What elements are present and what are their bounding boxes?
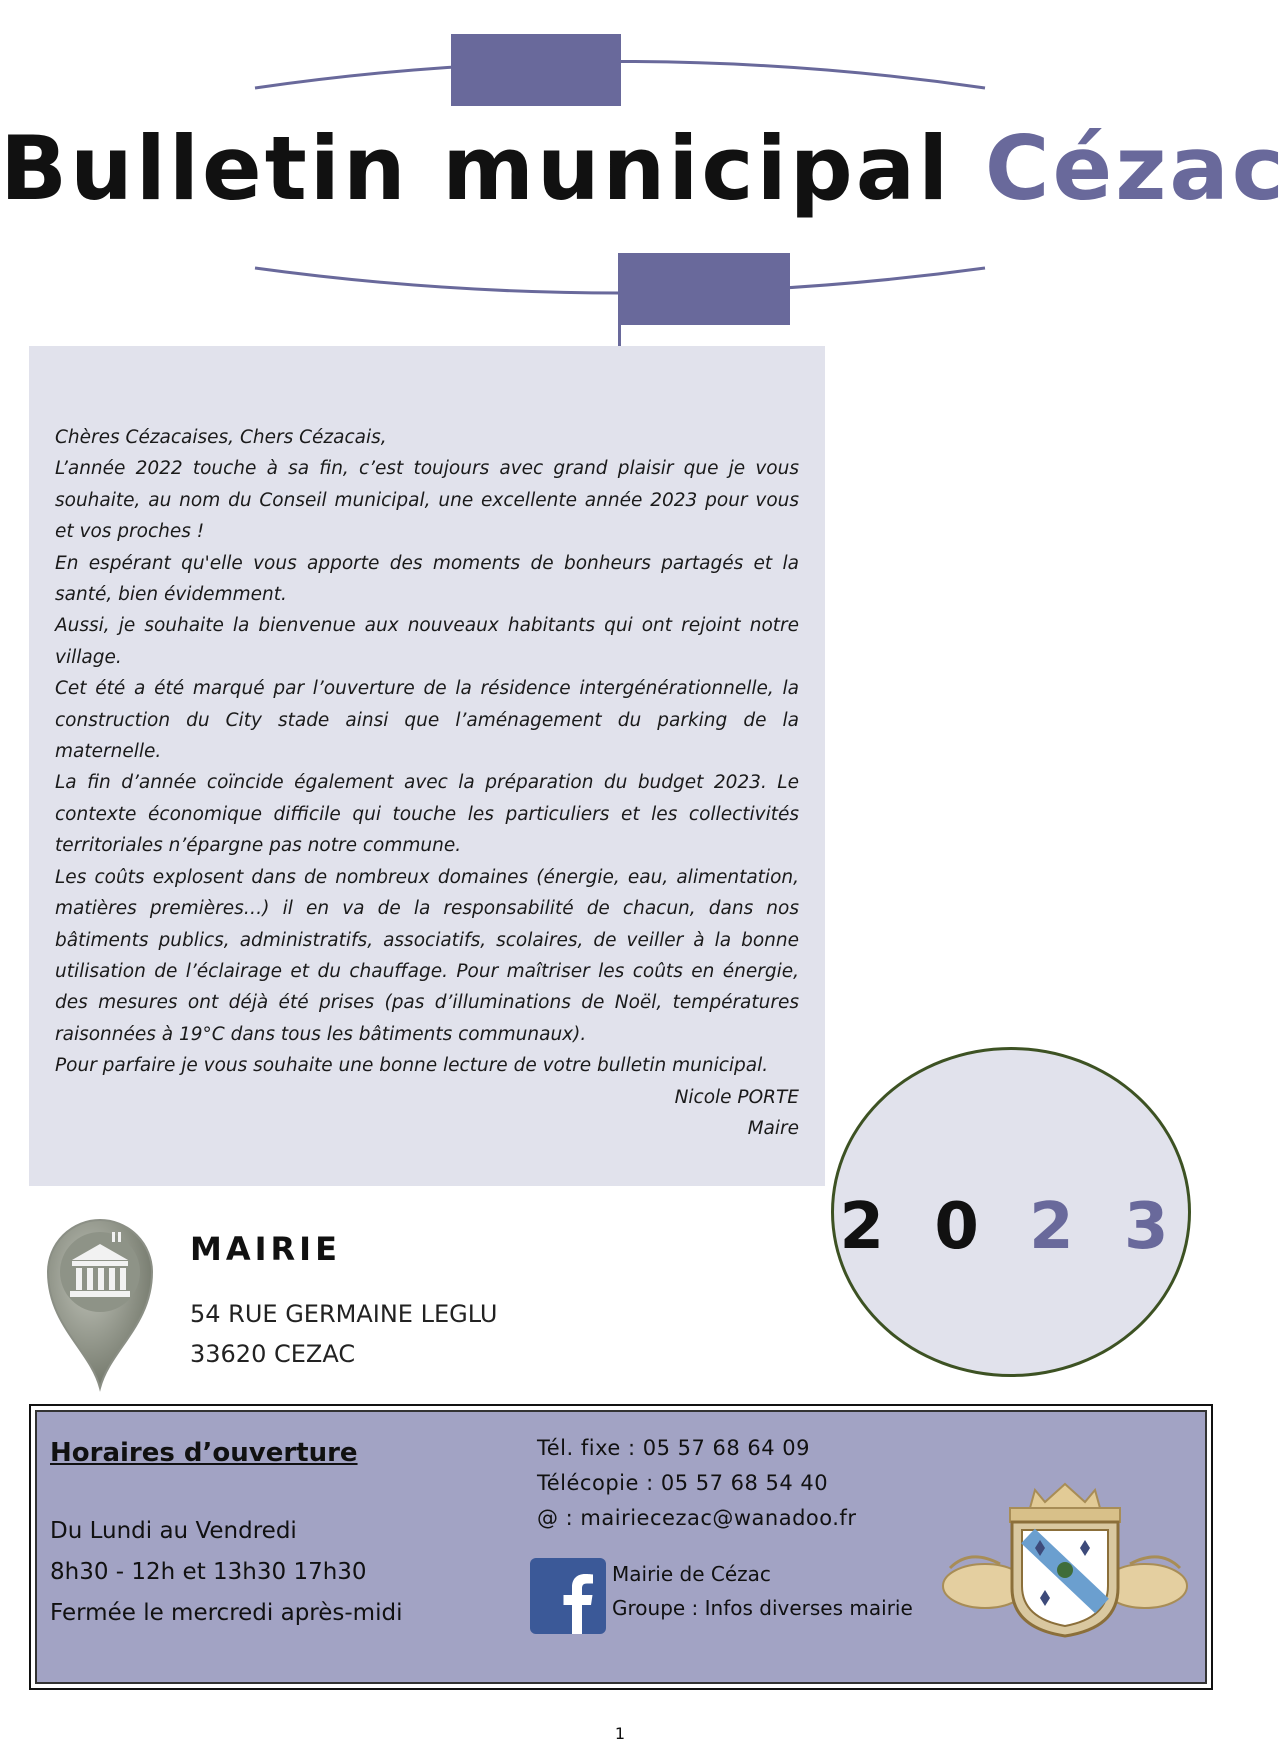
title-town: Cézac — [984, 117, 1287, 220]
year-part1: 2 0 — [839, 1190, 993, 1264]
letter-paragraph: Aussi, je souhaite la bienvenue aux nouveaux habitants qui ont rejoint notre village. — [55, 615, 799, 668]
facebook-icon[interactable] — [530, 1558, 606, 1634]
letter-paragraph: En espérant qu'elle vous apporte des moments de bonheurs partagés et la santé, bien évidemment. — [55, 552, 799, 606]
facebook-group-link[interactable]: Groupe : Infos diverses mairie — [612, 1596, 913, 1620]
letter-paragraph: Cet été a été marqué par l’ouverture de la résidence intergénérationnelle, la construction du City stade ainsi que l’aménagement du parking de la maternelle. — [55, 678, 799, 763]
signature-name: Nicole PORTE — [674, 1086, 799, 1108]
mairie-heading: MAIRIE — [190, 1230, 341, 1268]
signature-title: Maire — [747, 1117, 799, 1139]
year-label — [831, 1190, 1191, 1264]
mayor-letter — [55, 422, 799, 1144]
hours-heading: Horaires d’ouverture — [50, 1438, 358, 1468]
hours-times: 8h30 - 12h et 13h30 17h30 — [50, 1559, 367, 1585]
coat-of-arms-emblem — [940, 1478, 1190, 1638]
letter-paragraph: L’année 2022 touche à sa fin, c’est toujours avec grand plaisir que je vous souhaite, au nom du Conseil municipal, une excellente année 2023 pour vous et vos proches ! — [55, 458, 799, 543]
letter-paragraph: Pour parfaire je vous souhaite une bonne lecture de votre bulletin municipal. — [55, 1055, 769, 1077]
title-main: Bulletin municipal — [0, 117, 952, 220]
letter-paragraph: La fin d’année coïncide également avec la préparation du budget 2023. Le contexte économique difficile qui touche les particuliers et les collectivités territoriales n’épargne pas notre commune. — [55, 772, 799, 857]
letter-paragraph: Les coûts explosent dans de nombreux domaines (énergie, eau, alimentation, matières premières…) il en va de la responsabilité de chacun, dans nos bâtiments publics, administratifs, associatifs, scolaires, de veiller à la bonne utilisation de l’éclairage et du chauffage. Pour maîtriser les coûts en énergie, des mesures ont déjà été prises (pas d’illuminations de Noël, températures raisonnées à 19°C dans tous les bâtiments communaux). — [55, 866, 799, 1045]
page-number: 1 — [614, 1724, 626, 1743]
year-part2: 2 3 — [1029, 1190, 1183, 1264]
fax-number: Télécopie : 05 57 68 54 40 — [537, 1471, 829, 1495]
page-title — [0, 117, 1287, 220]
town-hall-pin-icon — [40, 1210, 160, 1390]
letter-paragraph: Chères Cézacaises, Chers Cézacais, — [55, 427, 387, 448]
hours-days: Du Lundi au Vendredi — [50, 1518, 297, 1544]
facebook-page-link[interactable]: Mairie de Cézac — [612, 1562, 771, 1586]
hours-closed: Fermée le mercredi après-midi — [50, 1600, 403, 1626]
email-link[interactable]: @ : mairiecezac@wanadoo.fr — [537, 1506, 857, 1530]
phone-number: Tél. fixe : 05 57 68 64 09 — [537, 1436, 811, 1460]
address-city: 33620 CEZAC — [190, 1340, 356, 1368]
address-street: 54 RUE GERMAINE LEGLU — [190, 1300, 498, 1328]
